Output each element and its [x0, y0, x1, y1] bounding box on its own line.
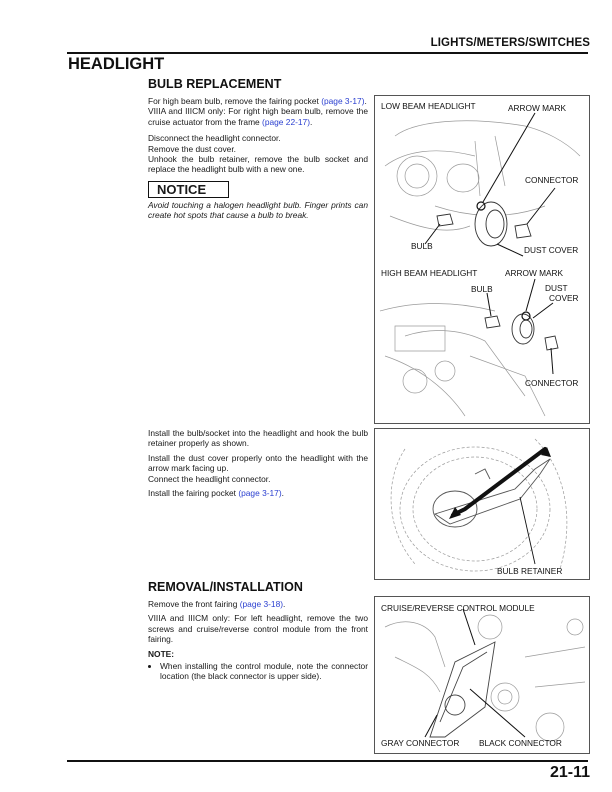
- black-connector-label: BLACK CONNECTOR: [479, 738, 562, 748]
- low-beam-title: LOW BEAM HEADLIGHT: [381, 101, 476, 111]
- bottom-rule: [67, 760, 588, 762]
- low-beam-arrow-mark-label: ARROW MARK: [508, 103, 567, 113]
- fairing-pocket-paragraph: [148, 96, 368, 106]
- note-item: • When installing the control module, note the connector location (the black connector is upper side).: [160, 661, 368, 682]
- page-number: 21-11: [549, 764, 590, 781]
- high-beam-arrow-mark-label: ARROW MARK: [505, 268, 564, 278]
- high-beam-bulb-label: BULB: [471, 284, 493, 294]
- bulb-retainer-label: BULB RETAINER: [497, 566, 563, 576]
- headlight-illustration: [375, 96, 589, 423]
- bulb-retainer-illustration: [375, 429, 589, 579]
- control-module-paragraph: VIIIA and IIICM only: For left headlight, remove the two screws and cruise/reverse control module from the front fairing.: [148, 613, 368, 645]
- steps-paragraph: [148, 133, 368, 175]
- bulb-retainer-figure: [374, 428, 590, 580]
- removal-text: [148, 599, 368, 682]
- install-fairing-paragraph: [148, 488, 368, 498]
- control-module-title: CRUISE/REVERSE CONTROL MODULE: [381, 603, 535, 613]
- high-beam-connector-label: CONNECTOR: [525, 378, 579, 388]
- cruise-actuator-paragraph: [148, 106, 368, 127]
- note-list: [148, 661, 368, 682]
- top-rule: [67, 52, 588, 54]
- high-beam-title: HIGH BEAM HEADLIGHT: [381, 268, 478, 278]
- control-module-figure: [374, 596, 590, 754]
- install-line: Install the dust cover properly onto the headlight with the arrow mark facing up.: [148, 452, 368, 474]
- para-end: .: [364, 96, 367, 106]
- bulb-replacement-text: [148, 96, 368, 225]
- section-header: LIGHTS/METERS/SWITCHES: [430, 37, 590, 49]
- page-link[interactable]: (page 3-17): [321, 96, 365, 106]
- notice-badge: NOTICE: [148, 181, 229, 198]
- para-text: For high beam bulb, remove the fairing pocket: [148, 96, 322, 106]
- low-beam-connector-label: CONNECTOR: [525, 175, 579, 185]
- para-end: .: [281, 488, 284, 499]
- gray-connector-label: GRAY CONNECTOR: [381, 738, 460, 748]
- low-beam-bulb-label: BULB: [411, 241, 433, 251]
- page-link[interactable]: (page 22-17): [262, 116, 311, 127]
- install-line: Connect the headlight connector.: [148, 473, 271, 484]
- high-beam-cover-label: COVER: [549, 293, 579, 303]
- page-title: HEADLIGHT: [68, 55, 165, 73]
- para-text: Install the fairing pocket: [148, 488, 239, 499]
- step: Disconnect the headlight connector.: [148, 133, 281, 144]
- para-text: Remove the front fairing: [148, 599, 240, 609]
- removal-installation-heading: REMOVAL/INSTALLATION: [148, 580, 303, 594]
- notice-text: Avoid touching a halogen headlight bulb. Finger prints can create hot spots that cause a bulb to break.: [148, 199, 368, 221]
- control-module-illustration: [375, 597, 589, 753]
- install-dust-cover-paragraph: [148, 453, 368, 484]
- page-link[interactable]: (page 3-17): [238, 488, 282, 499]
- para-end: .: [283, 599, 286, 609]
- step: Unhook the bulb retainer, remove the bulb socket and replace the headlight bulb with a new one.: [148, 154, 368, 175]
- install-bulb-paragraph: Install the bulb/socket into the headlight and hook the bulb retainer properly as shown.: [148, 428, 368, 449]
- high-beam-dust-label: DUST: [545, 283, 568, 293]
- note-label: NOTE:: [148, 648, 175, 659]
- headlight-figure: [374, 95, 590, 424]
- low-beam-dust-cover-label: DUST COVER: [524, 245, 579, 255]
- para-end: .: [310, 116, 313, 127]
- bulb-replacement-heading: BULB REPLACEMENT: [148, 77, 282, 91]
- page-link[interactable]: (page 3-18): [239, 599, 284, 609]
- step: Remove the dust cover.: [148, 143, 236, 154]
- para-text: VIIIA and IIICM only: For right high beam bulb, remove the cruise actuator from the frame: [148, 106, 368, 127]
- front-fairing-paragraph: [148, 599, 368, 609]
- install-text: [148, 428, 368, 502]
